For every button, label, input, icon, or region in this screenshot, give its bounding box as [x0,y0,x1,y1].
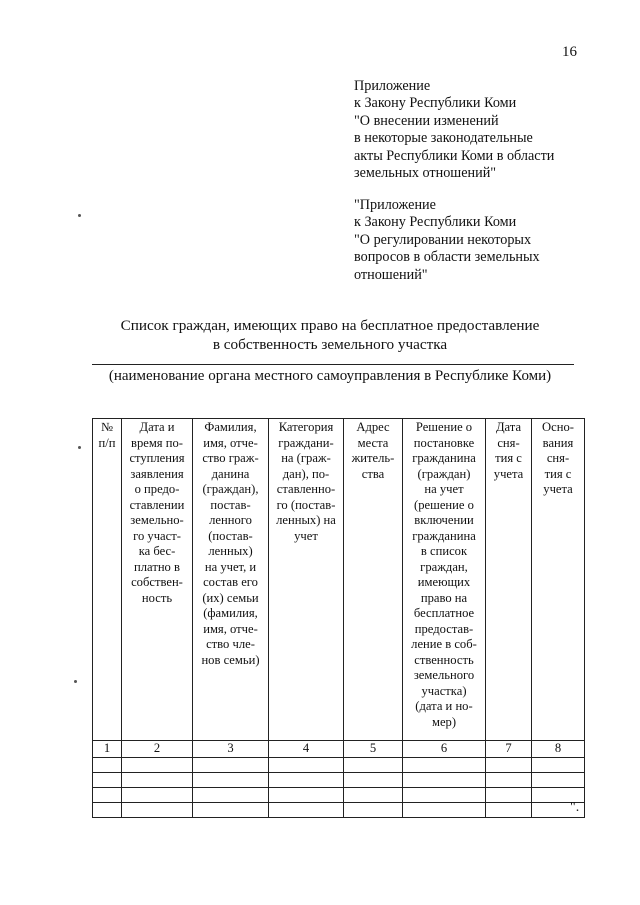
header-line: учета [493,466,524,481]
scan-speck [74,680,77,683]
header-line: мер) [431,714,457,729]
header-line: Дата и [139,420,175,434]
header-line: участка) [421,683,467,698]
column-number: 5 [344,741,403,758]
table-cell [532,757,585,772]
table-cell [344,787,403,802]
header-line: го участ- [133,528,181,543]
header-line: (постав- [208,528,253,543]
header-line: ства [361,466,385,481]
header-line: № [100,420,114,434]
header-line: собствен- [131,575,183,589]
closing-quote: ". [570,800,580,815]
table-cell [122,757,193,772]
column-number: 2 [122,741,193,758]
table-cell [193,787,269,802]
quoted-appendix-line: "О регулировании некоторых [354,231,532,248]
column-header-category [269,419,344,741]
table-cell [269,772,344,787]
table-cell [532,772,585,787]
table-cell [193,757,269,772]
column-number: 8 [532,741,585,758]
table-cell [193,802,269,817]
header-line: ка бес- [138,544,176,558]
page-number: 16 [562,44,577,60]
header-line: учета [543,482,573,496]
table-cell [486,772,532,787]
column-header-full-name [193,419,269,741]
quoted-appendix-line: вопросов в области земельных [354,249,540,266]
header-line: дан), по- [282,466,330,481]
table-cell [344,772,403,787]
header-line: места [357,435,389,450]
table-header-row [93,419,585,741]
table-cell [93,757,122,772]
table-cell [269,802,344,817]
header-line: бесплатное [413,606,475,620]
quoted-appendix-line: "Приложение [354,197,436,213]
header-line: имя, отче- [203,435,258,450]
table-cell [122,787,193,802]
header-line: Категория [278,420,334,434]
header-line: ставлении [129,497,185,512]
document-title-line-1: Список граждан, имеющих право на бесплатное предоставление [120,317,540,334]
header-line: земельного [413,668,475,682]
header-line: (дата и но- [415,699,473,713]
quoted-appendix-line: отношений" [354,266,428,283]
header-line: ность [141,590,173,605]
column-header-deregistration-grounds [532,419,585,741]
org-name-caption: (наименование органа местного самоуправления в Республике Коми) [108,368,552,384]
scan-speck [78,446,81,449]
header-line: (граждан) [417,466,471,481]
header-line: Осно- [542,420,574,434]
header-line: в список [420,544,468,558]
table-row [93,772,585,787]
header-line: гражданина [412,528,476,543]
header-line: сня- [546,451,570,465]
header-line: платно в [134,559,180,574]
column-number: 4 [269,741,344,758]
column-number-row [93,741,585,758]
table-cell [193,772,269,787]
header-line: (граждан), [202,482,259,496]
appendix-header-line: в некоторые законодательные [354,130,533,147]
table-cell [486,802,532,817]
header-line: ство граж- [202,451,259,465]
header-line: на (граж- [281,451,331,465]
table-cell [344,757,403,772]
appendix-header-line: "О внесении изменений [354,112,499,129]
column-number: 6 [403,741,486,758]
appendix-header-line: Приложение [354,78,431,94]
header-line: право на [420,590,468,605]
column-header-deregistration-date [486,419,532,741]
document-title-line-2: в собственность земельного участка [212,336,448,353]
appendix-header-line: акты Республики Коми в области [354,147,555,164]
header-line: включении [414,513,474,527]
header-line: ленных) [208,544,253,558]
header-line: Решение о [415,420,473,434]
scan-speck [78,214,81,217]
header-line: ство чле- [206,637,255,651]
header-line: ственность [414,652,474,667]
column-header-application-date [122,419,193,741]
header-line: на учет, и [204,559,257,574]
table-cell [403,757,486,772]
table-cell [122,802,193,817]
citizens-register-table [92,418,585,818]
column-header-registration-decision [403,419,486,741]
header-line: ставленно- [276,482,336,496]
header-line: постав- [210,497,251,512]
header-line: сня- [497,435,520,450]
header-line: имя, отче- [203,621,258,636]
table-row [93,787,585,802]
header-line: Фамилия, [204,420,257,434]
header-line: граждани- [278,435,334,450]
header-line: ступления [129,451,185,465]
header-line: житель- [351,451,395,465]
header-line: имеющих [417,575,471,589]
header-line: учет [294,528,318,543]
header-line: ленного [209,513,252,527]
header-line: о предо- [134,482,180,496]
column-header-address [344,419,403,741]
table-cell [93,772,122,787]
table-cell [122,772,193,787]
table-cell [403,802,486,817]
header-line: гражданина [412,451,476,465]
header-line: Дата [495,420,522,434]
header-line: вания [542,435,574,450]
appendix-header-line: к Закону Республики Коми [354,95,517,112]
appendix-header-line: земельных отношений" [354,165,497,182]
table-cell [486,787,532,802]
header-line: заявления [130,466,184,481]
header-line: граждан, [420,559,468,574]
header-line: состав его [203,575,258,589]
header-line: на учет [424,482,464,496]
header-line: (решение о [414,497,474,512]
header-line: постановке [413,435,475,450]
column-number: 3 [193,741,269,758]
table-cell [403,772,486,787]
header-line: ление в соб- [411,637,477,651]
column-header-number [93,419,122,741]
table-cell [93,787,122,802]
column-number: 1 [93,741,122,758]
header-line: данина [211,466,250,481]
header-line: нов семьи) [201,652,260,667]
header-line: предостав- [414,621,474,636]
header-line: го (постав- [276,497,336,512]
header-line: (фамилия, [203,606,258,620]
column-number: 7 [486,741,532,758]
table-row [93,757,585,772]
table-row [93,802,585,817]
header-line: тия с [495,451,522,465]
org-name-fill-line [92,364,574,365]
table-cell [269,787,344,802]
table-cell [93,802,122,817]
header-line: тия с [544,466,572,481]
table-cell [269,757,344,772]
table-cell [344,802,403,817]
header-line: земельно- [130,513,184,527]
appendix-header [354,78,604,182]
header-line: (их) семьи [202,590,259,605]
header-line: п/п [98,435,116,450]
quoted-appendix-header [354,197,604,284]
document-title [60,316,600,354]
quoted-appendix-line: к Закону Республики Коми [354,214,517,231]
header-line: ленных) на [276,513,336,527]
header-line: Адрес [356,420,390,434]
table-cell [486,757,532,772]
header-line: время по- [131,435,183,450]
table-cell [403,787,486,802]
